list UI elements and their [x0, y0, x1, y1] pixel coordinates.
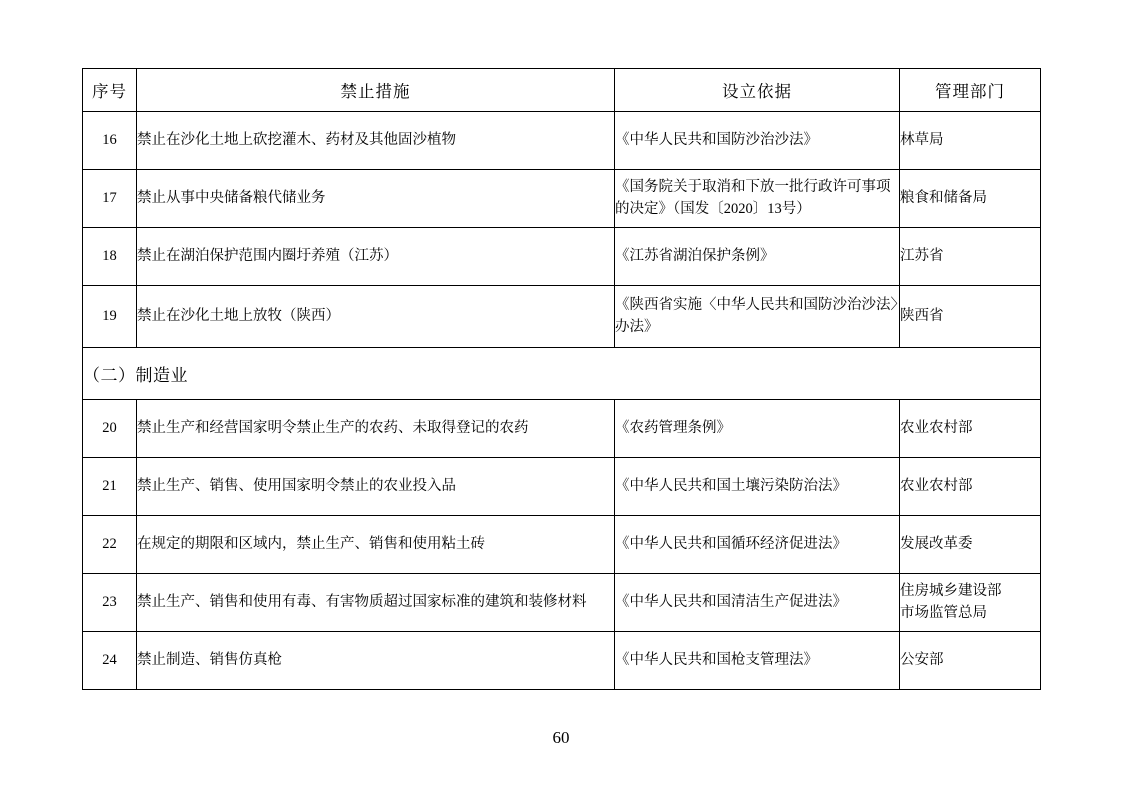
table-body — [83, 112, 1041, 690]
column-header-basis: 设立依据 — [615, 69, 900, 112]
row-basis: 《国务院关于取消和下放一批行政许可事项的决定》（国发〔2020〕13号） — [615, 170, 900, 228]
row-basis: 《中华人民共和国土壤污染防治法》 — [615, 458, 900, 516]
row-department — [900, 170, 1041, 228]
row-measure: 禁止在沙化土地上放牧（陕西） — [137, 286, 615, 348]
table-row — [83, 574, 1041, 632]
department-line: 住房城乡建设部 — [900, 583, 1002, 600]
row-measure: 禁止制造、销售仿真枪 — [137, 632, 615, 690]
row-basis: 《中华人民共和国循环经济促进法》 — [615, 516, 900, 574]
row-basis: 《中华人民共和国防沙治沙法》 — [615, 112, 900, 170]
table-row — [83, 400, 1041, 458]
row-measure: 禁止从事中央储备粮代储业务 — [137, 170, 615, 228]
department-line: 陕西省 — [900, 307, 944, 324]
table-row — [83, 516, 1041, 574]
column-header-measure: 禁止措施 — [137, 69, 615, 112]
row-department — [900, 400, 1041, 458]
row-department — [900, 574, 1041, 632]
row-sequence: 18 — [83, 228, 137, 286]
row-department — [900, 458, 1041, 516]
row-department — [900, 286, 1041, 348]
row-sequence: 19 — [83, 286, 137, 348]
row-sequence: 17 — [83, 170, 137, 228]
row-basis: 《农药管理条例》 — [615, 400, 900, 458]
department-line: 发展改革委 — [900, 535, 973, 552]
row-measure: 禁止生产和经营国家明令禁止生产的农药、未取得登记的农药 — [137, 400, 615, 458]
table-row — [83, 632, 1041, 690]
row-sequence: 23 — [83, 574, 137, 632]
row-sequence: 20 — [83, 400, 137, 458]
row-sequence: 21 — [83, 458, 137, 516]
row-basis: 《江苏省湖泊保护条例》 — [615, 228, 900, 286]
row-sequence: 16 — [83, 112, 137, 170]
row-department — [900, 112, 1041, 170]
section-title: （二）制造业 — [83, 348, 1041, 400]
row-basis: 《陕西省实施〈中华人民共和国防沙治沙法〉办法》 — [615, 286, 900, 348]
column-header-sequence: 序号 — [83, 69, 137, 112]
row-basis: 《中华人民共和国清洁生产促进法》 — [615, 574, 900, 632]
table-row — [83, 170, 1041, 228]
table-row — [83, 112, 1041, 170]
table-row — [83, 286, 1041, 348]
table-section-row — [83, 348, 1041, 400]
row-measure: 禁止在湖泊保护范围内圈圩养殖（江苏） — [137, 228, 615, 286]
department-line: 林草局 — [900, 131, 944, 148]
row-sequence: 24 — [83, 632, 137, 690]
column-header-department: 管理部门 — [900, 69, 1041, 112]
row-measure: 在规定的期限和区域内，禁止生产、销售和使用粘土砖 — [137, 516, 615, 574]
row-department — [900, 228, 1041, 286]
department-line: 市场监管总局 — [900, 604, 987, 621]
row-measure: 禁止生产、销售、使用国家明令禁止的农业投入品 — [137, 458, 615, 516]
table-header-row — [83, 69, 1041, 112]
prohibition-measures-table-container — [82, 68, 1040, 690]
row-basis: 《中华人民共和国枪支管理法》 — [615, 632, 900, 690]
row-department — [900, 632, 1041, 690]
page-number: 60 — [552, 728, 570, 747]
department-line: 公安部 — [900, 651, 944, 668]
department-line: 农业农村部 — [900, 419, 973, 436]
department-line: 粮食和储备局 — [900, 189, 987, 206]
department-line: 江苏省 — [900, 247, 944, 264]
department-line: 农业农村部 — [900, 477, 973, 494]
table-row — [83, 228, 1041, 286]
table-header — [83, 69, 1041, 112]
row-sequence: 22 — [83, 516, 137, 574]
table-row — [83, 458, 1041, 516]
prohibition-measures-table — [82, 68, 1041, 690]
row-measure: 禁止在沙化土地上砍挖灌木、药材及其他固沙植物 — [137, 112, 615, 170]
row-department — [900, 516, 1041, 574]
row-measure: 禁止生产、销售和使用有毒、有害物质超过国家标准的建筑和装修材料 — [137, 574, 615, 632]
